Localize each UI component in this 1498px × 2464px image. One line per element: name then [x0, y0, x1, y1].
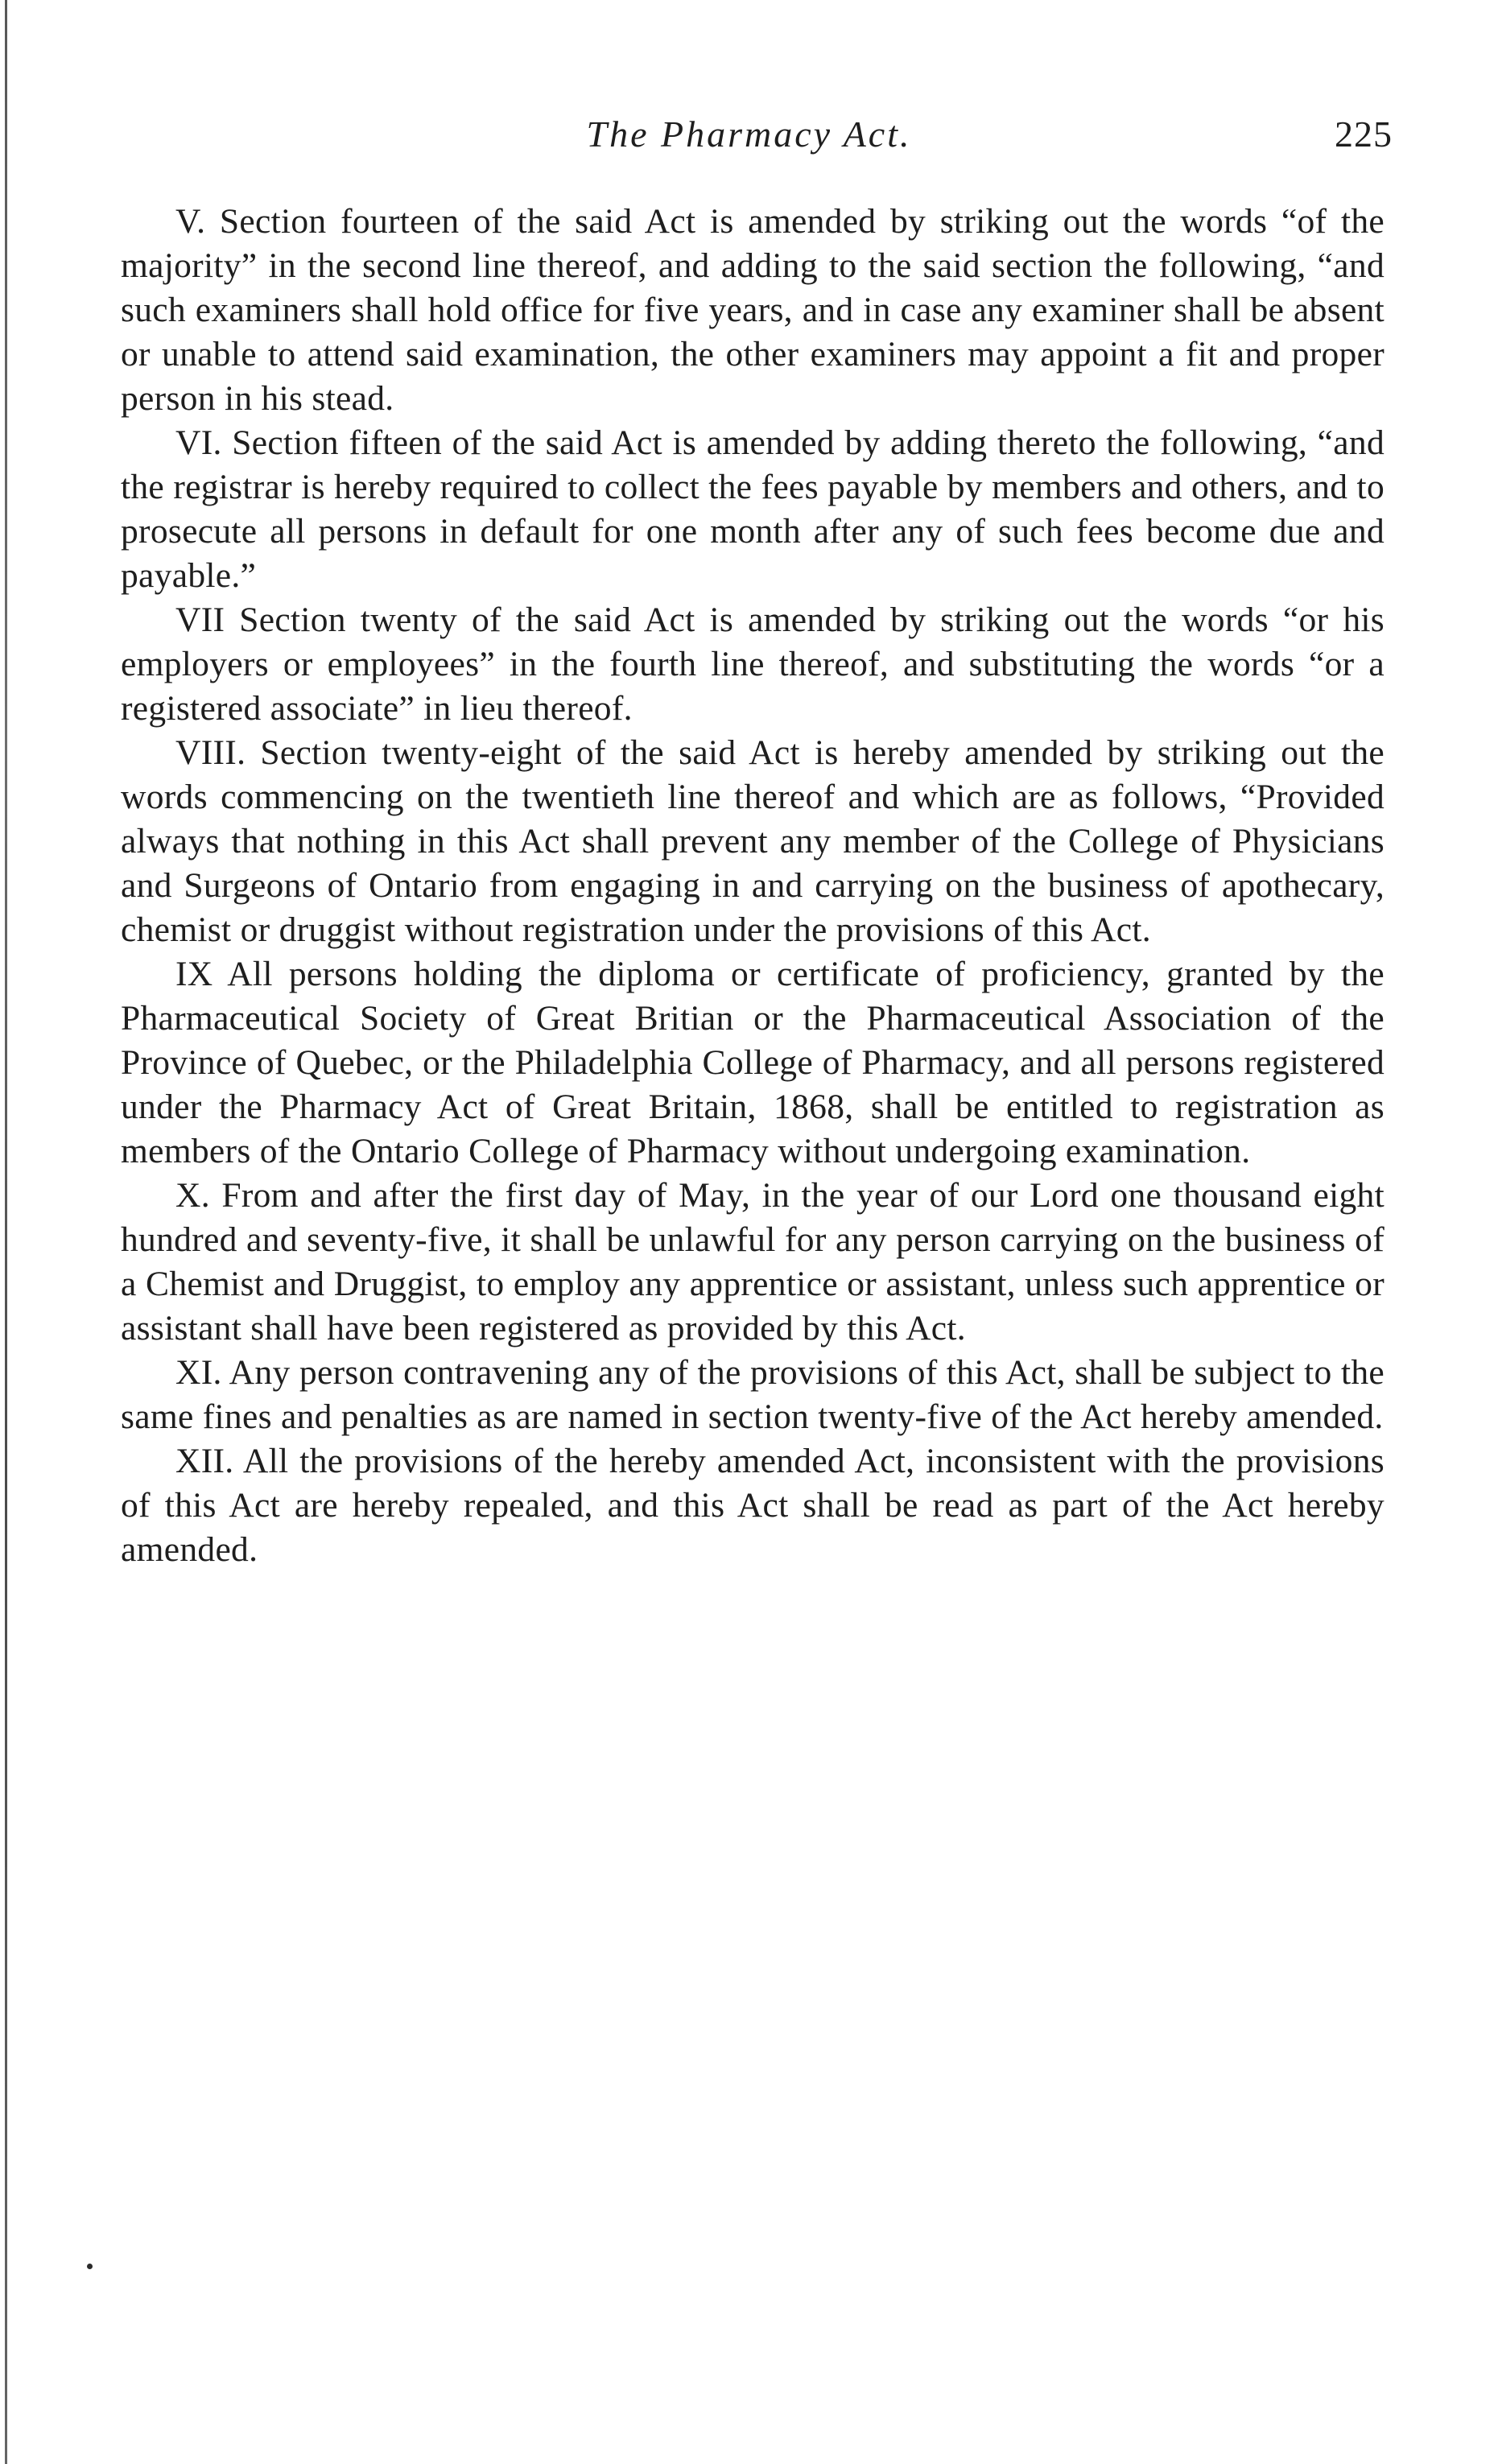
running-header	[0, 113, 1498, 169]
section-v-paragraph: V. Section fourteen of the said Act is amended by striking out the words “of the majority” in the second line thereof, and adding to the said section the following, “and such examiners shall hold office for five years, and in case any examiner shall be absent or unable to attend said examination, the other examiners may appoint a fit and proper person in his stead.	[121, 202, 1385, 418]
margin-speck	[87, 2264, 93, 2269]
running-title: The Pharmacy Act.	[586, 114, 912, 155]
section-xii-paragraph: XII. All the provisions of the hereby amended Act, inconsistent with the provisions of this Act are hereby repealed, and this Act shall be read as part of the Act hereby amended.	[121, 1442, 1385, 1569]
section-ix-paragraph: IX All persons holding the diploma or certificate of proficiency, granted by the Pharmaceutical Society of Great Britian or the Pharmaceutical Association of the Province of Quebec, or the Philadelphia College of Pharmacy, and all persons registered under the Pharmacy Act of Great Britain, 1868, shall be entitled to registration as members of the Ontario College of Pharmacy without undergoing examination.	[121, 955, 1385, 1170]
section-xi-paragraph: XI. Any person contravening any of the provisions of this Act, shall be subject to the same fines and penalties as are named in section twenty-five of the Act hereby amended.	[121, 1353, 1385, 1436]
section-vi-paragraph: VI. Section fifteen of the said Act is amended by adding thereto the following, “and the registrar is hereby required to collect the fees payable by members and others, and to prosecute all persons in default for one month after any of such fees become due and payable.”	[121, 423, 1385, 595]
section-x-paragraph: X. From and after the first day of May, in the year of our Lord one thousand eight hundred and seventy-five, it shall be unlawful for any person carrying on the business of a Chemist and Druggist, to employ any apprentice or assistant, unless such apprentice or assistant shall have been registered as provided by this Act.	[121, 1176, 1385, 1348]
section-viii-paragraph: VIII. Section twenty-eight of the said Act is hereby amended by striking out the words commencing on the twentieth line thereof and which are as follows, “Provided always that nothing in this Act shall prevent any member of the College of Physicians and Surgeons of Ontario from engaging in and carrying on the business of apothecary, chemist or druggist without registration under the provisions of this Act.	[121, 733, 1385, 949]
page-number: 225	[1335, 114, 1393, 155]
body-text	[121, 200, 1385, 1572]
binding-edge-line	[5, 0, 7, 2464]
section-vii-paragraph: VII Section twenty of the said Act is amended by striking out the words “or his employers or employees” in the fourth line thereof, and substituting the words “or a registered associate” in lieu thereof.	[121, 601, 1385, 728]
